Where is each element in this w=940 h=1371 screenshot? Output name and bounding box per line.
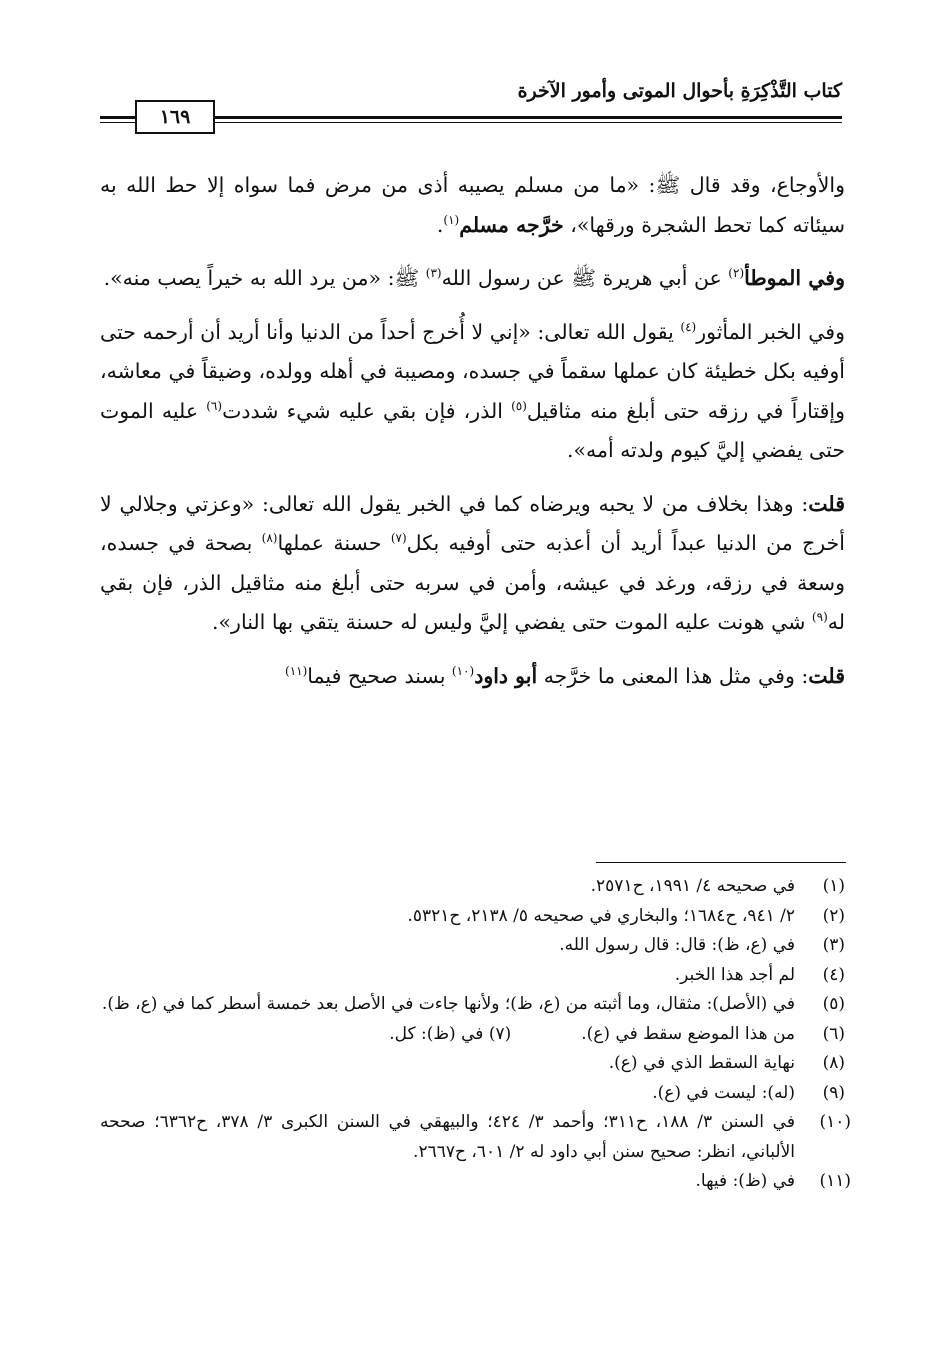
footnote-item <box>100 902 845 932</box>
paragraph-4 <box>100 485 845 643</box>
footnote-ref: (٨) <box>261 531 278 546</box>
footnote-separator <box>596 862 846 863</box>
bold-text: خرَّجه مسلم <box>459 212 564 237</box>
bold-text: أبو داود <box>474 663 538 688</box>
text-run: يقول الله تعالى: «إني لا أُخرج أحداً من الدنيا وأنا أريد أن أرحمه حتى أوفيه بكل خطيئة كان عملها سقماً في جسده، ومصيبة في أهله وولده، وضيقاً في معاشه، وإقتاراً في رزقه حتى أبلغ منه مثاقيل <box>100 319 845 423</box>
text-run: الذر، فإن بقي عليه شيء شددت <box>222 398 512 423</box>
book-title: كتاب التَّذْكِرَةِ بأحوال الموتى وأمور الآخرة <box>517 80 842 102</box>
footnotes <box>100 872 851 1197</box>
text-run: شي هونت عليه الموت حتى يفضي إليَّ وليس له حسنة يتقي بها النار». <box>211 610 812 634</box>
footnote-ref: (٧) <box>390 531 407 546</box>
footnote-item <box>100 1049 845 1079</box>
text-run: عن أبي هريرة ﷺ عن رسول الله <box>441 266 729 290</box>
running-header <box>100 72 842 132</box>
footnote-text <box>100 1020 795 1050</box>
paragraph-1 <box>100 166 845 245</box>
footnote-text: في (الأصل): مثقال، وما أثبته من (ع، ظ)؛ ولأنها جاءت في الأصل بعد خمسة أسطر كما في (ع، ظ). <box>101 994 795 1014</box>
text-run: وفي الخبر المأثور <box>696 319 845 344</box>
text-run: عليه الموت حتى يفضي إليَّ كيوم ولدته أمه». <box>100 398 845 462</box>
text-run: . <box>436 212 444 237</box>
footnote-number: (٦) <box>822 1023 845 1044</box>
footnote-number: (١٠) <box>819 1112 851 1132</box>
footnote-ref: (١٠) <box>451 663 475 678</box>
footnote-item <box>100 931 845 961</box>
footnote-ref: (٦) <box>206 398 223 413</box>
text-run: ﷺ: «من يرد الله به خيراً يصب منه». <box>103 266 426 290</box>
footnote-text: في صحيحه ٤/ ١٩٩١، ح٢٥٧١. <box>590 876 795 896</box>
footnote-item <box>100 1108 851 1167</box>
footnote-ref: (١١) <box>285 663 308 678</box>
footnote-item <box>100 1079 845 1109</box>
footnote-text: في (ظ): فيها. <box>695 1171 795 1191</box>
bold-text: وفي الموطأ <box>744 266 845 290</box>
footnote-text-part: من هذا الموضع سقط في (ع). <box>581 1023 795 1044</box>
paragraph-5 <box>100 657 845 697</box>
bold-text: قلت <box>808 491 845 516</box>
footnote-number: (١١) <box>819 1171 851 1191</box>
footnote-number: (٢) <box>822 905 845 926</box>
footnote-number: (٣) <box>822 935 845 955</box>
footnote-text: في (ع، ظ): قال: قال رسول الله. <box>559 935 795 955</box>
footnote-item <box>100 872 845 902</box>
footnote-number: (١) <box>822 876 845 896</box>
paragraph-2 <box>100 259 845 299</box>
text-run: والأوجاع، وقد قال ﷺ: «ما من مسلم يصيبه أذى من مرض فما سواه إلا حط الله به سيئاته كما تحط الشجرة ورقها»، <box>100 173 845 237</box>
footnote-ref: (٥) <box>511 398 527 413</box>
text-run: : وهذا بخلاف من لا يحبه ويرضاه كما في الخبر يقول الله تعالى: «وعزتي وجلالي لا أخرج من الدنيا عبداً أريد أن أعذبه حتى أوفيه بكل <box>100 491 845 555</box>
footnote-number: (٧) <box>488 1023 512 1044</box>
footnote-ref: (٩) <box>811 610 828 625</box>
footnote-text: في السنن ٣/ ١٨٨، ح٣١١؛ وأحمد ٣/ ٤٢٤؛ والبيهقي في السنن الكبرى ٣/ ٣٧٨، ح٦٣٦٢؛ صححه الألباني، انظر: صحيح سنن أبي داود له ٢/ ٦٠١، ح٢٦٦٧. <box>100 1112 795 1162</box>
footnote-item <box>100 961 845 991</box>
footnote-ref: (٤) <box>680 319 697 334</box>
text-run: بسند صحيح فيما <box>307 663 452 688</box>
page-number: ١٦٩ <box>135 100 215 134</box>
footnote-number: (٤) <box>822 964 845 985</box>
footnote-number: (٨) <box>822 1053 845 1073</box>
footnote-text: (له): ليست في (ع). <box>652 1082 795 1103</box>
text-run: بصحة في جسده، وسعة في رزقه، ورغد في عيشه، وأمن في سربه حتى أبلغ منه مثاقيل الذر، فإن بقي له <box>100 531 845 634</box>
footnote-item <box>100 1167 851 1197</box>
footnote-number: (٥) <box>822 994 845 1014</box>
footnote-item <box>100 990 845 1020</box>
footnote-number: (٩) <box>822 1082 845 1103</box>
footnote-text: ٢/ ٩٤١، ح١٦٨٤؛ والبخاري في صحيحه ٥/ ٢١٣٨، ح٥٣٢١. <box>407 905 795 926</box>
main-text <box>100 166 845 710</box>
bold-text: قلت <box>808 663 845 688</box>
footnote-text-part: في (ظ): كل. <box>389 1023 484 1044</box>
footnote-text: لم أجد هذا الخبر. <box>674 964 795 985</box>
footnote-text: نهاية السقط الذي في (ع). <box>608 1053 795 1073</box>
footnote-ref: (٢) <box>728 266 745 281</box>
text-run: : وفي مثل هذا المعنى ما خرَّجه <box>537 663 809 688</box>
footnote-ref: (٣) <box>425 266 442 281</box>
text-run: حسنة عملها <box>277 531 391 555</box>
footnote-item <box>100 1020 845 1050</box>
footnote-ref: (١) <box>443 212 460 227</box>
paragraph-3 <box>100 313 845 471</box>
